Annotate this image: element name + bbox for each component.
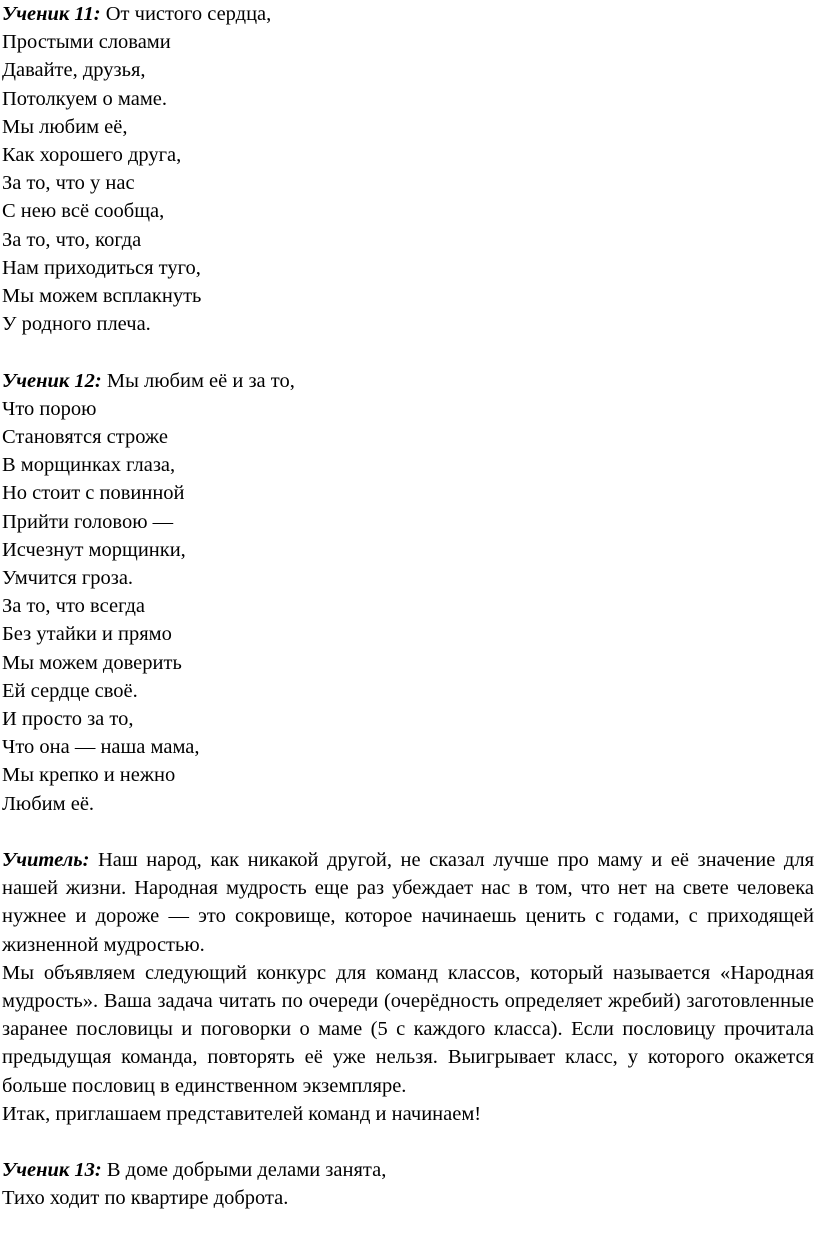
- verse-line: Любим её.: [2, 792, 95, 815]
- verse-line: Мы любим её,: [2, 115, 128, 138]
- verse-line: За то, что, когда: [2, 228, 142, 251]
- verse-line: Нам приходиться туго,: [2, 256, 201, 279]
- verse-line: В морщинках глаза,: [2, 454, 176, 477]
- teacher-paragraph: Итак, приглашаем представителей команд и начинаем!: [2, 1102, 482, 1125]
- verse-line: У родного плеча.: [2, 313, 151, 336]
- verse-line: Мы любим её и за то,: [106, 369, 295, 392]
- verse-line: С нею всё сообща,: [2, 200, 165, 223]
- speaker-label: Ученик 13:: [2, 1159, 102, 1182]
- spacer: [2, 818, 814, 846]
- document-page: [2, 0, 814, 1213]
- speaker-label: Ученик 12:: [2, 369, 102, 392]
- verse-line: Исчезнут морщинки,: [2, 538, 186, 561]
- verse-line: Но стоит с повинной: [2, 482, 185, 505]
- verse-line: Без утайки и прямо: [2, 623, 172, 646]
- verse-line: Прийти головою —: [2, 510, 174, 533]
- verse-line: Становятся строже: [2, 426, 168, 449]
- verse-line: Тихо ходит по квартире доброта.: [2, 1187, 289, 1210]
- stanza-student-11: [2, 0, 814, 338]
- verse-line: За то, что у нас: [2, 172, 135, 195]
- verse-line: От чистого сердца,: [105, 3, 272, 25]
- paragraph-text: Наш народ, как никакой другой, не сказал лучше про маму и её значение для нашей жизни. Народная мудрость еще раз убеждает нас в том, что нет на свете человека нужнее и дороже — это сокровище, которое начинаешь ценить с годами, с приходящей жизненной мудростью.: [2, 849, 814, 956]
- verse-line: За то, что всегда: [2, 595, 145, 618]
- stanza-student-13: [2, 1156, 814, 1212]
- speaker-label: Ученик 11:: [2, 3, 101, 25]
- stanza-lines: [2, 395, 814, 818]
- teacher-paragraph: Мы объявляем следующий конкурс для команд классов, который называется «Народная мудрость». Ваша задача читать по очереди (очерёдность определяет жребий) заготовленные заранее пословицы и поговорки о маме (5 с каждого класса). Если пословицу прочитала предыдущая команда, повторять её уже нельзя. Выигрывает класс, у которого окажется больше пословиц в единственном экземпляре.: [2, 961, 814, 1097]
- verse-line: Как хорошего друга,: [2, 144, 182, 167]
- stanza-first-line: [2, 0, 814, 28]
- verse-line: Потолкуем о маме.: [2, 87, 168, 110]
- verse-line: Мы можем всплакнуть: [2, 285, 202, 308]
- verse-line: Мы можем доверить: [2, 651, 182, 674]
- verse-line: Ей сердце своё.: [2, 679, 138, 702]
- verse-line: Давайте, друзья,: [2, 59, 146, 82]
- verse-line: В доме добрыми делами занята,: [106, 1159, 387, 1182]
- spacer: [2, 1128, 814, 1156]
- verse-line: Что она — наша мама,: [2, 736, 200, 759]
- verse-line: И просто за то,: [2, 708, 134, 731]
- stanza-first-line: [2, 367, 814, 395]
- speaker-label: Учитель:: [2, 849, 90, 872]
- teacher-speech: [2, 846, 814, 1128]
- stanza-student-12: [2, 367, 814, 818]
- verse-line: Умчится гроза.: [2, 567, 134, 590]
- stanza-first-line: [2, 1156, 814, 1184]
- verse-line: Простыми словами: [2, 31, 171, 54]
- spacer: [2, 338, 814, 366]
- teacher-paragraph: [2, 846, 814, 959]
- stanza-lines: [2, 1184, 814, 1212]
- verse-line: Мы крепко и нежно: [2, 764, 176, 787]
- stanza-lines: [2, 28, 814, 338]
- verse-line: Что порою: [2, 397, 97, 420]
